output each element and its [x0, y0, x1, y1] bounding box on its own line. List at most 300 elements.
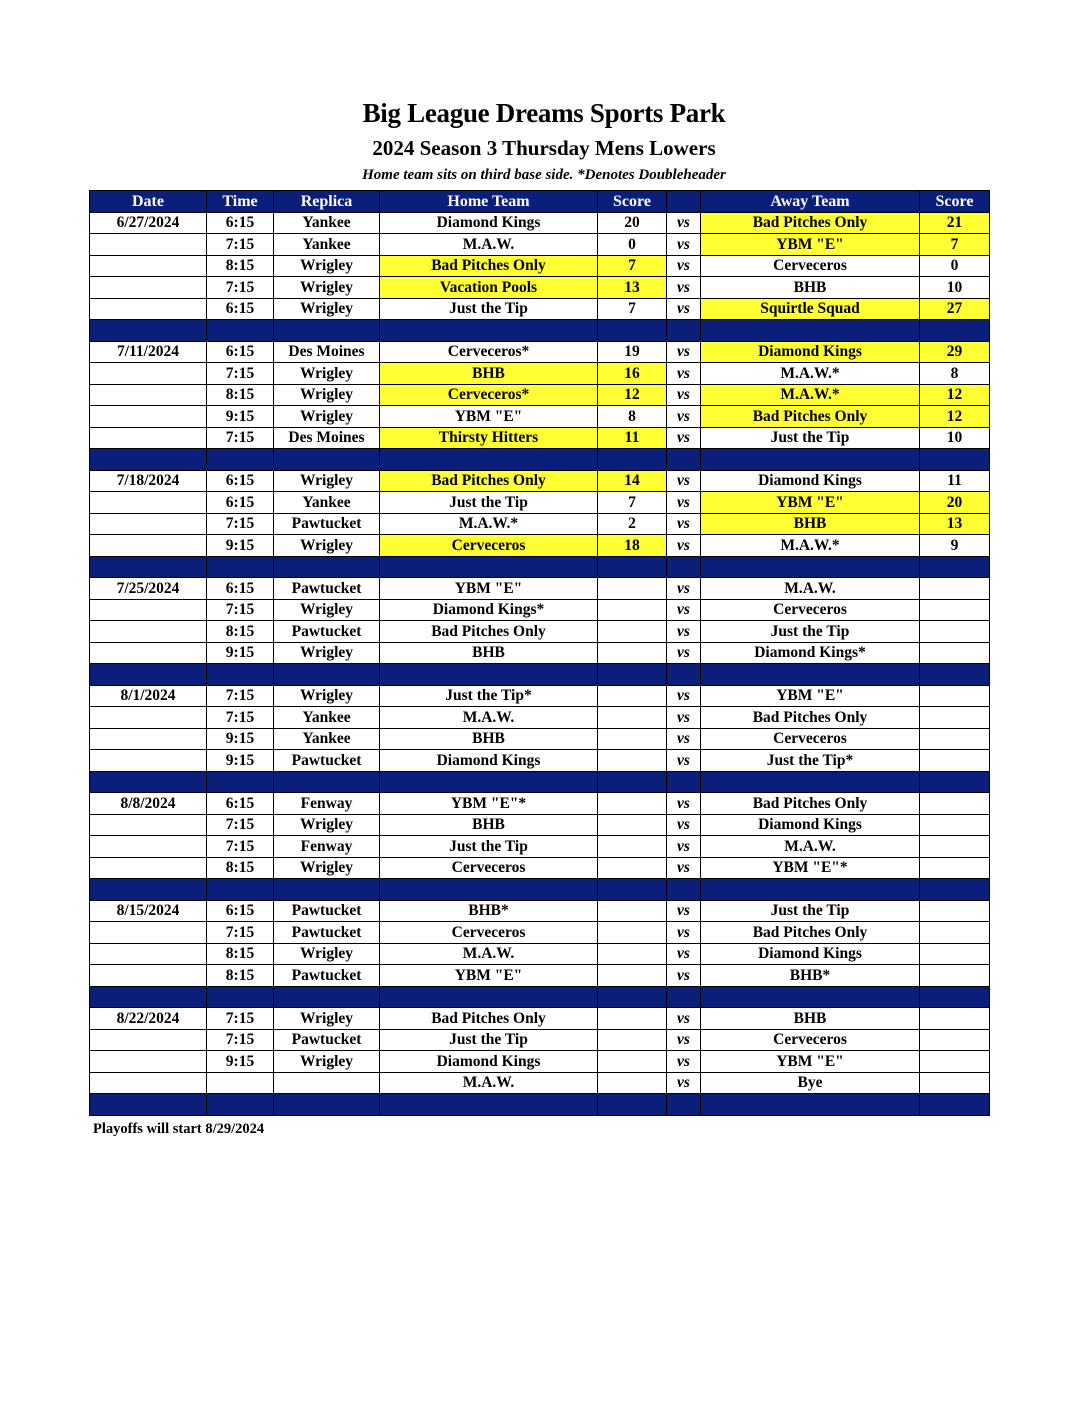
time-cell: 6:15 [207, 578, 274, 600]
date-cell [90, 255, 207, 277]
away-score-cell: 20 [920, 492, 990, 514]
replica-cell: Pawtucket [274, 900, 380, 922]
vs-cell: vs [667, 212, 701, 234]
home-team-cell: BHB* [380, 900, 598, 922]
date-cell [90, 836, 207, 858]
table-row [90, 384, 990, 406]
time-cell: 7:15 [207, 599, 274, 621]
table-row [90, 406, 990, 428]
home-score-cell: 14 [598, 470, 667, 492]
separator-cell [598, 1094, 667, 1116]
home-team-cell: Just the Tip* [380, 685, 598, 707]
home-team-cell: YBM "E" [380, 965, 598, 987]
page-title: Big League Dreams Sports Park [362, 98, 726, 128]
vs-cell: vs [667, 427, 701, 449]
separator-cell [207, 879, 274, 901]
away-team-cell: Diamond Kings* [701, 642, 920, 664]
replica-cell: Wrigley [274, 298, 380, 320]
separator-cell [701, 1094, 920, 1116]
home-score-cell [598, 965, 667, 987]
table-row [90, 922, 990, 944]
time-cell: 7:15 [207, 707, 274, 729]
home-team-cell: Cerveceros [380, 857, 598, 879]
home-score-cell [598, 1008, 667, 1030]
home-team-cell: M.A.W. [380, 707, 598, 729]
date-cell [90, 535, 207, 557]
separator-cell [701, 449, 920, 471]
separator-cell [920, 664, 990, 686]
separator-cell [701, 771, 920, 793]
home-team-cell: Cerveceros [380, 922, 598, 944]
date-cell [90, 298, 207, 320]
date-cell [90, 943, 207, 965]
separator-cell [274, 986, 380, 1008]
page-subtitle: 2024 Season 3 Thursday Mens Lowers [372, 136, 716, 160]
home-score-cell [598, 621, 667, 643]
home-team-cell: Cerveceros* [380, 384, 598, 406]
vs-cell: vs [667, 642, 701, 664]
replica-cell: Wrigley [274, 470, 380, 492]
week-separator-row [90, 1094, 990, 1116]
home-score-cell: 13 [598, 277, 667, 299]
table-row [90, 857, 990, 879]
table-row [90, 255, 990, 277]
away-team-cell: Diamond Kings [701, 341, 920, 363]
replica-cell: Wrigley [274, 943, 380, 965]
col-header-home-score: Score [598, 191, 667, 213]
vs-cell: vs [667, 707, 701, 729]
home-score-cell [598, 1072, 667, 1094]
table-row [90, 685, 990, 707]
time-cell: 7:15 [207, 922, 274, 944]
away-score-cell: 8 [920, 363, 990, 385]
away-score-cell: 7 [920, 234, 990, 256]
home-score-cell [598, 1029, 667, 1051]
separator-cell [380, 664, 598, 686]
home-score-cell [598, 793, 667, 815]
separator-cell [90, 986, 207, 1008]
replica-cell: Wrigley [274, 599, 380, 621]
home-team-cell: BHB [380, 642, 598, 664]
time-cell: 8:15 [207, 965, 274, 987]
vs-cell: vs [667, 578, 701, 600]
vs-cell: vs [667, 922, 701, 944]
time-cell: 9:15 [207, 406, 274, 428]
away-score-cell: 10 [920, 277, 990, 299]
separator-cell [920, 556, 990, 578]
replica-cell: Pawtucket [274, 965, 380, 987]
home-score-cell [598, 707, 667, 729]
time-cell: 6:15 [207, 900, 274, 922]
replica-cell: Wrigley [274, 1008, 380, 1030]
date-cell [90, 599, 207, 621]
away-team-cell: M.A.W. [701, 578, 920, 600]
separator-cell [207, 1094, 274, 1116]
away-score-cell [920, 599, 990, 621]
away-score-cell [920, 707, 990, 729]
away-team-cell: Diamond Kings [701, 470, 920, 492]
away-team-cell: Bad Pitches Only [701, 793, 920, 815]
date-cell [90, 707, 207, 729]
away-team-cell: M.A.W.* [701, 363, 920, 385]
home-score-cell: 8 [598, 406, 667, 428]
replica-cell: Yankee [274, 707, 380, 729]
vs-cell: vs [667, 750, 701, 772]
replica-cell: Des Moines [274, 427, 380, 449]
date-cell [90, 1029, 207, 1051]
home-team-cell: BHB [380, 728, 598, 750]
away-team-cell: Bye [701, 1072, 920, 1094]
replica-cell [274, 1072, 380, 1094]
home-score-cell: 16 [598, 363, 667, 385]
date-cell [90, 857, 207, 879]
away-score-cell [920, 943, 990, 965]
home-team-cell: Just the Tip [380, 1029, 598, 1051]
away-score-cell [920, 900, 990, 922]
home-team-cell: Cerveceros* [380, 341, 598, 363]
table-row [90, 277, 990, 299]
table-row [90, 943, 990, 965]
away-team-cell: M.A.W. [701, 836, 920, 858]
table-row [90, 1072, 990, 1094]
vs-cell: vs [667, 255, 701, 277]
col-header-away-score: Score [920, 191, 990, 213]
away-score-cell: 21 [920, 212, 990, 234]
home-team-cell: Diamond Kings [380, 750, 598, 772]
home-score-cell [598, 814, 667, 836]
separator-cell [90, 556, 207, 578]
away-team-cell: M.A.W.* [701, 535, 920, 557]
date-cell [90, 922, 207, 944]
col-header-home-team: Home Team [380, 191, 598, 213]
table-row [90, 298, 990, 320]
date-cell [90, 363, 207, 385]
time-cell: 9:15 [207, 1051, 274, 1073]
home-team-cell: Diamond Kings [380, 212, 598, 234]
vs-cell: vs [667, 470, 701, 492]
table-row [90, 707, 990, 729]
home-team-cell: M.A.W.* [380, 513, 598, 535]
vs-cell: vs [667, 277, 701, 299]
replica-cell: Pawtucket [274, 1029, 380, 1051]
vs-cell: vs [667, 900, 701, 922]
home-team-cell: Vacation Pools [380, 277, 598, 299]
table-row [90, 363, 990, 385]
time-cell: 7:15 [207, 427, 274, 449]
separator-cell [274, 449, 380, 471]
away-team-cell: BHB [701, 513, 920, 535]
table-row [90, 965, 990, 987]
table-header-row [90, 191, 990, 213]
replica-cell: Wrigley [274, 535, 380, 557]
away-score-cell: 12 [920, 384, 990, 406]
away-score-cell [920, 578, 990, 600]
week-separator-row [90, 556, 990, 578]
time-cell: 7:15 [207, 277, 274, 299]
home-team-cell: Just the Tip [380, 492, 598, 514]
time-cell: 6:15 [207, 470, 274, 492]
date-cell [90, 513, 207, 535]
vs-cell: vs [667, 384, 701, 406]
time-cell: 8:15 [207, 943, 274, 965]
date-cell: 8/15/2024 [90, 900, 207, 922]
separator-cell [667, 986, 701, 1008]
time-cell: 7:15 [207, 234, 274, 256]
separator-cell [598, 771, 667, 793]
away-team-cell: Bad Pitches Only [701, 212, 920, 234]
replica-cell: Pawtucket [274, 621, 380, 643]
separator-cell [380, 771, 598, 793]
away-score-cell: 10 [920, 427, 990, 449]
vs-cell: vs [667, 1029, 701, 1051]
time-cell: 9:15 [207, 642, 274, 664]
replica-cell: Pawtucket [274, 750, 380, 772]
table-row [90, 341, 990, 363]
away-team-cell: BHB* [701, 965, 920, 987]
away-score-cell [920, 1072, 990, 1094]
separator-cell [90, 449, 207, 471]
table-row [90, 750, 990, 772]
away-team-cell: Just the Tip [701, 621, 920, 643]
home-team-cell: BHB [380, 363, 598, 385]
separator-cell [598, 879, 667, 901]
away-team-cell: Squirtle Squad [701, 298, 920, 320]
away-team-cell: YBM "E" [701, 492, 920, 514]
col-header-vs [667, 191, 701, 213]
date-cell [90, 965, 207, 987]
home-score-cell: 19 [598, 341, 667, 363]
home-score-cell [598, 1051, 667, 1073]
separator-cell [207, 556, 274, 578]
vs-cell: vs [667, 621, 701, 643]
separator-cell [380, 556, 598, 578]
date-cell [90, 406, 207, 428]
vs-cell: vs [667, 234, 701, 256]
table-row [90, 814, 990, 836]
away-score-cell: 13 [920, 513, 990, 535]
separator-cell [274, 1094, 380, 1116]
away-team-cell: Cerveceros [701, 599, 920, 621]
time-cell: 9:15 [207, 728, 274, 750]
separator-cell [207, 986, 274, 1008]
date-cell [90, 384, 207, 406]
away-score-cell [920, 814, 990, 836]
replica-cell: Wrigley [274, 255, 380, 277]
vs-cell: vs [667, 836, 701, 858]
time-cell: 8:15 [207, 857, 274, 879]
separator-cell [207, 320, 274, 342]
week-separator-row [90, 320, 990, 342]
separator-cell [598, 449, 667, 471]
home-score-cell [598, 750, 667, 772]
vs-cell: vs [667, 943, 701, 965]
replica-cell: Wrigley [274, 685, 380, 707]
away-score-cell: 12 [920, 406, 990, 428]
away-score-cell [920, 1051, 990, 1073]
vs-cell: vs [667, 1008, 701, 1030]
vs-cell: vs [667, 363, 701, 385]
separator-cell [920, 771, 990, 793]
home-score-cell [598, 836, 667, 858]
table-row [90, 836, 990, 858]
separator-cell [667, 771, 701, 793]
playoffs-note: Playoffs will start 8/29/2024 [93, 1121, 265, 1137]
replica-cell: Wrigley [274, 277, 380, 299]
away-team-cell: Diamond Kings [701, 814, 920, 836]
date-cell: 6/27/2024 [90, 212, 207, 234]
home-score-cell: 7 [598, 255, 667, 277]
separator-cell [667, 664, 701, 686]
table-row [90, 470, 990, 492]
away-team-cell: Bad Pitches Only [701, 707, 920, 729]
time-cell: 8:15 [207, 255, 274, 277]
date-cell: 7/18/2024 [90, 470, 207, 492]
away-score-cell [920, 621, 990, 643]
separator-cell [90, 1094, 207, 1116]
separator-cell [920, 449, 990, 471]
time-cell [207, 1072, 274, 1094]
away-team-cell: Just the Tip [701, 900, 920, 922]
date-cell [90, 234, 207, 256]
date-cell [90, 492, 207, 514]
away-team-cell: Cerveceros [701, 255, 920, 277]
replica-cell: Yankee [274, 492, 380, 514]
table-row [90, 793, 990, 815]
home-team-cell: M.A.W. [380, 1072, 598, 1094]
table-row [90, 578, 990, 600]
time-cell: 9:15 [207, 535, 274, 557]
home-score-cell [598, 900, 667, 922]
home-team-cell: YBM "E"* [380, 793, 598, 815]
separator-cell [380, 320, 598, 342]
replica-cell: Pawtucket [274, 578, 380, 600]
separator-cell [701, 556, 920, 578]
separator-cell [207, 449, 274, 471]
date-cell: 7/11/2024 [90, 341, 207, 363]
away-score-cell [920, 642, 990, 664]
home-team-cell: Thirsty Hitters [380, 427, 598, 449]
away-team-cell: Cerveceros [701, 728, 920, 750]
vs-cell: vs [667, 535, 701, 557]
separator-cell [598, 986, 667, 1008]
replica-cell: Pawtucket [274, 513, 380, 535]
separator-cell [380, 986, 598, 1008]
separator-cell [667, 1094, 701, 1116]
separator-cell [598, 556, 667, 578]
time-cell: 8:15 [207, 621, 274, 643]
replica-cell: Fenway [274, 793, 380, 815]
table-row [90, 427, 990, 449]
separator-cell [920, 1094, 990, 1116]
schedule-note: Home team sits on third base side. *Denotes Doubleheader [362, 167, 726, 183]
home-team-cell: Bad Pitches Only [380, 470, 598, 492]
replica-cell: Pawtucket [274, 922, 380, 944]
separator-cell [90, 771, 207, 793]
separator-cell [90, 320, 207, 342]
date-cell [90, 1051, 207, 1073]
date-cell: 7/25/2024 [90, 578, 207, 600]
home-team-cell: Diamond Kings [380, 1051, 598, 1073]
separator-cell [380, 449, 598, 471]
table-row [90, 1008, 990, 1030]
separator-cell [920, 879, 990, 901]
replica-cell: Des Moines [274, 341, 380, 363]
time-cell: 7:15 [207, 836, 274, 858]
col-header-date: Date [90, 191, 207, 213]
home-team-cell: M.A.W. [380, 943, 598, 965]
time-cell: 6:15 [207, 298, 274, 320]
vs-cell: vs [667, 965, 701, 987]
home-score-cell [598, 578, 667, 600]
home-team-cell: Bad Pitches Only [380, 1008, 598, 1030]
table-row [90, 1051, 990, 1073]
week-separator-row [90, 449, 990, 471]
vs-cell: vs [667, 814, 701, 836]
home-score-cell: 20 [598, 212, 667, 234]
col-header-replica: Replica [274, 191, 380, 213]
time-cell: 6:15 [207, 341, 274, 363]
replica-cell: Wrigley [274, 814, 380, 836]
time-cell: 8:15 [207, 384, 274, 406]
home-score-cell: 0 [598, 234, 667, 256]
vs-cell: vs [667, 599, 701, 621]
time-cell: 7:15 [207, 1008, 274, 1030]
replica-cell: Yankee [274, 212, 380, 234]
home-score-cell: 2 [598, 513, 667, 535]
table-row [90, 621, 990, 643]
vs-cell: vs [667, 513, 701, 535]
date-cell: 8/1/2024 [90, 685, 207, 707]
table-row [90, 234, 990, 256]
separator-cell [90, 664, 207, 686]
away-score-cell: 27 [920, 298, 990, 320]
away-score-cell [920, 793, 990, 815]
col-header-time: Time [207, 191, 274, 213]
vs-cell: vs [667, 728, 701, 750]
home-score-cell: 12 [598, 384, 667, 406]
replica-cell: Yankee [274, 728, 380, 750]
time-cell: 9:15 [207, 750, 274, 772]
away-score-cell [920, 685, 990, 707]
table-row [90, 900, 990, 922]
date-cell [90, 427, 207, 449]
away-score-cell [920, 1029, 990, 1051]
table-row [90, 599, 990, 621]
separator-cell [920, 320, 990, 342]
away-team-cell: Bad Pitches Only [701, 406, 920, 428]
date-cell [90, 814, 207, 836]
away-score-cell: 9 [920, 535, 990, 557]
separator-cell [380, 1094, 598, 1116]
home-team-cell: YBM "E" [380, 406, 598, 428]
separator-cell [274, 320, 380, 342]
away-team-cell: BHB [701, 277, 920, 299]
away-team-cell: Bad Pitches Only [701, 922, 920, 944]
replica-cell: Wrigley [274, 363, 380, 385]
week-separator-row [90, 664, 990, 686]
separator-cell [274, 556, 380, 578]
vs-cell: vs [667, 492, 701, 514]
table-row [90, 535, 990, 557]
vs-cell: vs [667, 341, 701, 363]
time-cell: 6:15 [207, 492, 274, 514]
home-score-cell: 11 [598, 427, 667, 449]
time-cell: 7:15 [207, 1029, 274, 1051]
table-row [90, 492, 990, 514]
home-team-cell: Just the Tip [380, 298, 598, 320]
home-score-cell [598, 599, 667, 621]
vs-cell: vs [667, 298, 701, 320]
